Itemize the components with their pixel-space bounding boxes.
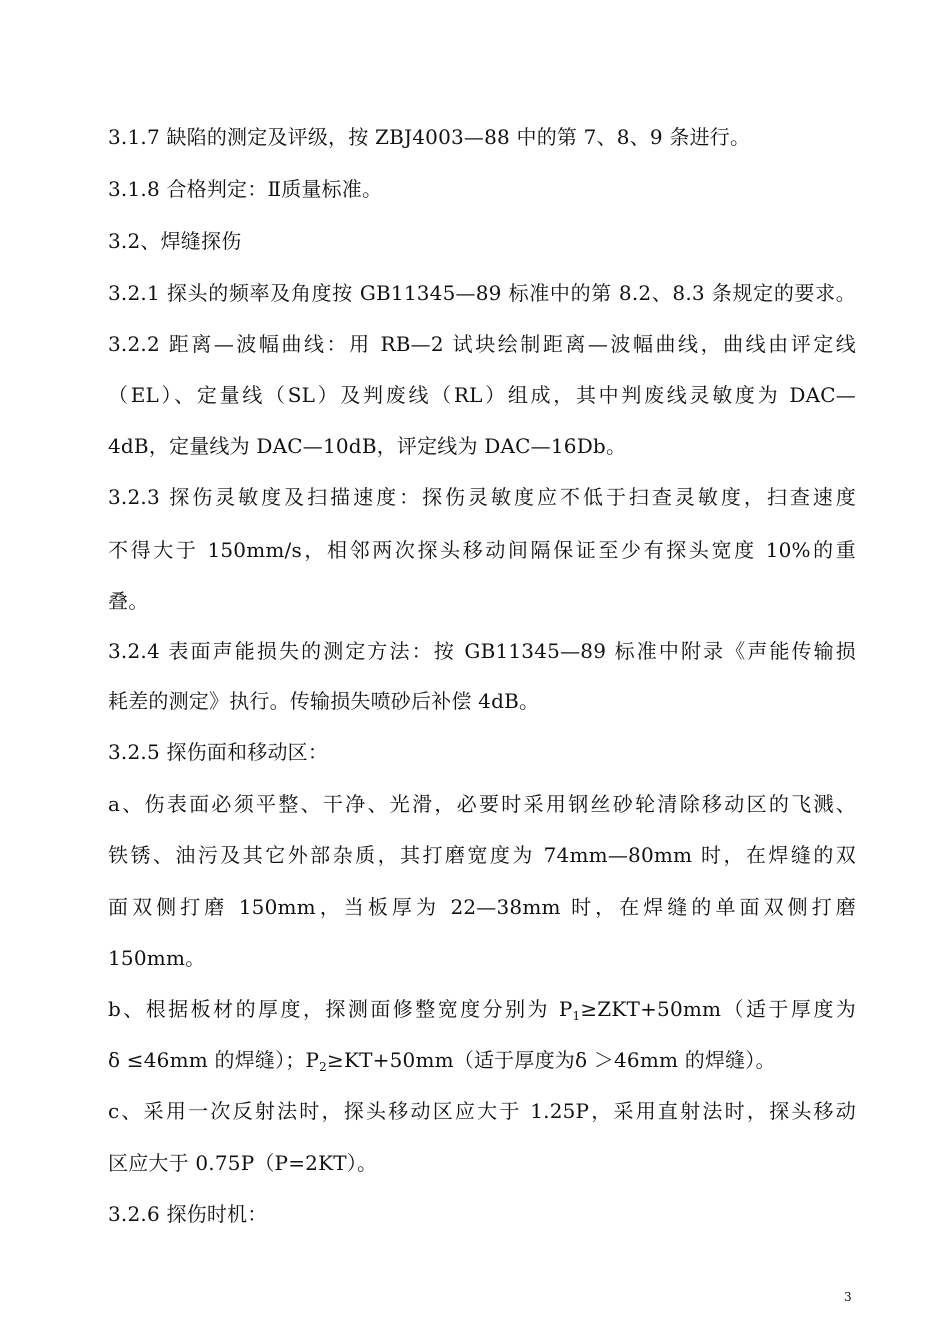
clause-3-2-3-line2: 不得大于 150mm/s，相邻两次探头移动间隔保证至少有探头宽度 10%的重 [108,538,856,562]
item-a-line2: 铁锈、油污及其它外部杂质，其打磨宽度为 74mm—80mm 时，在焊缝的双 [108,843,856,867]
section-3-2-heading: 3.2、焊缝探伤 [108,229,242,253]
item-a-line1: a、伤表面必须平整、干净、光滑，必要时采用钢丝砂轮清除移动区的飞溅、 [108,792,856,816]
clause-3-2-3-line3: 叠。 [108,589,149,613]
clause-3-2-4-line1: 3.2.4 表面声能损失的测定方法：按 GB11345—89 标准中附录《声能传输损 [108,639,856,663]
item-b-line2 [108,1047,776,1080]
clause-3-1-8: 3.1.8 合格判定：Ⅱ质量标准。 [108,177,383,201]
clause-3-2-3-line1: 3.2.3 探伤灵敏度及扫描速度：探伤灵敏度应不低于扫查灵敏度，扫查速度 [108,485,856,509]
item-c-line2: 区应大于 0.75P（P=2KT）。 [108,1151,378,1175]
clause-3-2-6-heading: 3.2.6 探伤时机： [108,1202,268,1226]
item-b-line1 [108,996,856,1029]
item-b-line1-pre: b、根据板材的厚度，探测面修整宽度分别为 P [108,997,573,1021]
clause-3-2-2-line2: （EL）、定量线（SL）及判废线（RL）组成，其中判废线灵敏度为 DAC— [108,383,856,407]
p2-subscript: 2 [319,1060,327,1074]
item-b-line2-post: ≥KT+50mm（适于厚度为δ ＞46mm 的焊缝）。 [327,1048,776,1072]
item-b-line2-pre: δ ≤46mm 的焊缝）；P [108,1048,320,1072]
clause-3-2-4-line2: 耗差的测定》执行。传输损失喷砂后补偿 4dB。 [108,689,540,713]
item-a-line3: 面双侧打磨 150mm，当板厚为 22—38mm 时，在焊缝的单面双侧打磨 [108,895,856,919]
clause-3-2-2-line1: 3.2.2 距离—波幅曲线：用 RB—2 试块绘制距离—波幅曲线，曲线由评定线 [108,332,856,356]
item-b-line1-post: ≥ZKT+50mm（适于厚度为 [580,997,856,1021]
item-c-line1: c、采用一次反射法时，探头移动区应大于 1.25P，采用直射法时，探头移动 [108,1099,856,1123]
clause-3-2-2-line3: 4dB，定量线为 DAC—10dB，评定线为 DAC—16Db。 [108,434,627,458]
p1-subscript: 1 [572,1009,581,1023]
clause-3-1-7: 3.1.7 缺陷的测定及评级，按 ZBJ4003—88 中的第 7、8、9 条进行。 [108,125,751,149]
clause-3-2-1: 3.2.1 探头的频率及角度按 GB11345—89 标准中的第 8.2、8.3 条规定的要求。 [108,281,856,305]
clause-3-2-5-heading: 3.2.5 探伤面和移动区： [108,740,329,764]
page-number: 3 [844,1290,852,1304]
item-a-line4: 150mm。 [108,946,206,970]
